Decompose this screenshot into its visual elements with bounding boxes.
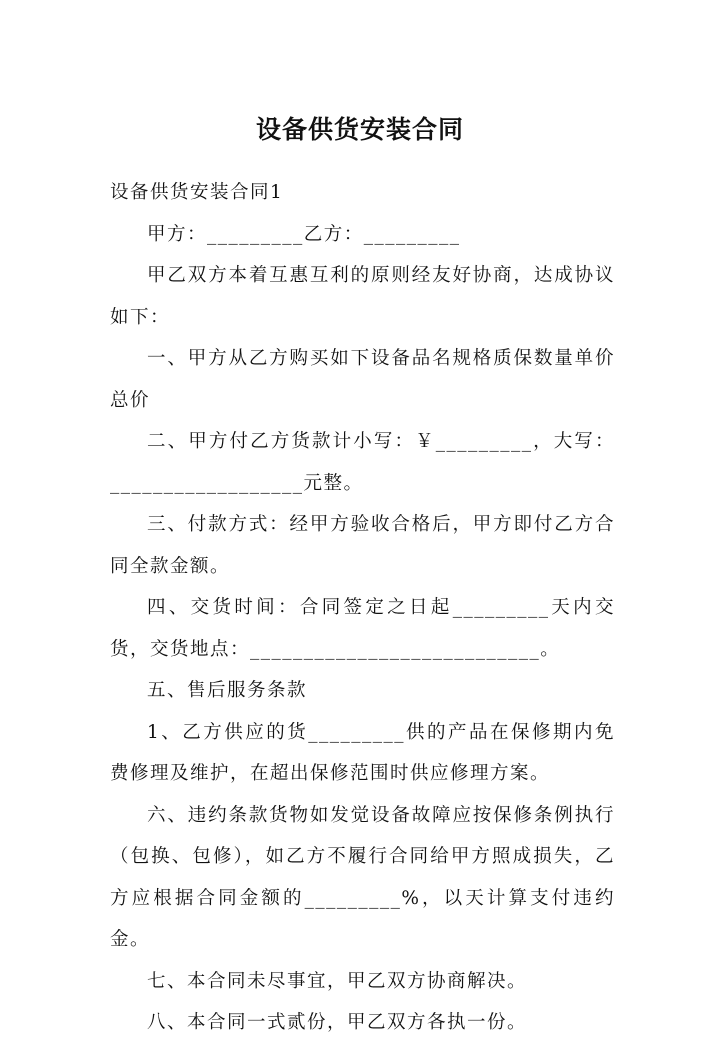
document-body [110,172,615,1044]
contract-subtitle: 设备供货安装合同1 [110,182,284,203]
clause-7: 七、本合同未尽事宜，甲乙双方协商解决。 [147,970,528,992]
clause-5-item-1: 1、乙方供应的货_________供的产品在保修期内免费修理及维护，在超出保修范围时供应修理方案。 [110,721,615,784]
clause-3: 三、付款方式：经甲方验收合格后，甲方即付乙方合同全款金额。 [110,514,615,577]
clause-1: 一、甲方从乙方购买如下设备品名规格质保数量单价总价 [110,348,615,411]
clause-4: 四、交货时间：合同签定之日起_________天内交货，交货地点：___________________________。 [110,597,615,660]
clause-8: 八、本合同一式贰份，甲乙双方各执一份。 [147,1012,528,1033]
agreement-intro: 甲乙双方本着互惠互利的原则经友好协商，达成协议如下： [110,265,615,328]
parties-line: 甲方：_________乙方：_________ [147,223,461,245]
clause-5: 五、售后服务条款 [147,680,308,701]
document-title: 设备供货安装合同 [255,115,464,144]
clause-2: 二、甲方付乙方货款计小写：￥_________，大写：__________________元整。 [110,431,615,494]
clause-6: 六、违约条款货物如发觉设备故障应按保修条例执行（包换、包修），如乙方不履行合同给甲方照成损失，乙方应根据合同金额的_________%，以天计算支付违约金。 [110,804,615,950]
